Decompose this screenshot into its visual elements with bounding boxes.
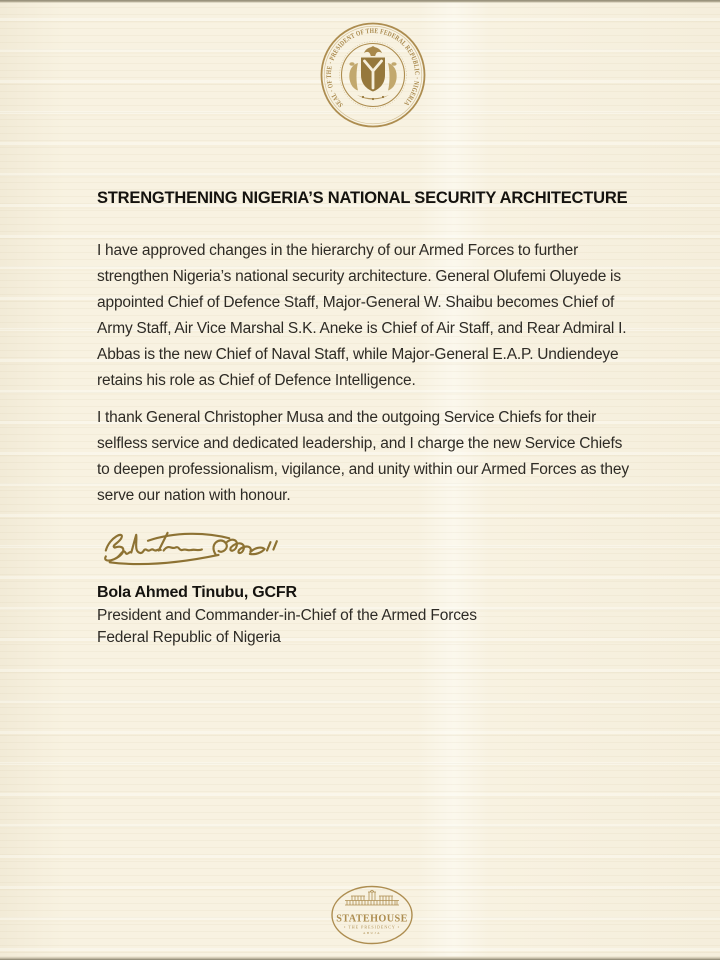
signature-image	[97, 525, 293, 577]
page-top-edge	[0, 0, 720, 3]
presidential-seal-icon	[317, 19, 429, 131]
page-bottom-edge	[0, 956, 720, 960]
statehouse-building-icon	[345, 890, 399, 905]
statehouse-location: ABUJA	[363, 931, 381, 935]
signatory-organization: Federal Republic of Nigeria	[97, 629, 281, 646]
signatory-name: Bola Ahmed Tinubu, GCFR	[97, 584, 297, 601]
statement-title: STRENGTHENING NIGERIA’S NATIONAL SECURITY ARCHITECTURE	[97, 189, 628, 207]
coat-of-arms-icon	[349, 46, 396, 100]
statehouse-logo	[330, 884, 414, 946]
statement-paragraph-1: I have approved changes in the hierarchy of our Armed Forces to further strengthen Nigeria’s national security architecture. General Olufemi Oluyede is appointed Chief of Defence Staff, Major-General W. Shaibu becomes Chief of Army Staff, Air Vice Marshal S.K. Aneke is Chief of Air Staff, and Rear Admiral I. Abbas is the new Chief of Naval Staff, while Major-General E.A.P. Undiendeye retains his role as Chief of Defence Intelligence.	[97, 242, 627, 389]
signatory-title: President and Commander-in-Chief of the Armed Forces	[97, 607, 477, 624]
statement-paragraph-2: I thank General Christopher Musa and the outgoing Service Chiefs for their selfless service and dedicated leadership, and I charge the new Service Chiefs to deepen professionalism, vigilance, and unity within our Armed Forces as they serve our nation with honour.	[97, 409, 629, 504]
statehouse-wordmark: STATEHOUSE	[336, 913, 408, 925]
statement-body	[97, 188, 634, 649]
statehouse-subtitle: • THE PRESIDENCY •	[343, 924, 401, 930]
seal-ring-text: SEAL · OF THE · PRESIDENT OF THE FEDERAL REPUBLIC · NIGERIA	[324, 26, 422, 109]
